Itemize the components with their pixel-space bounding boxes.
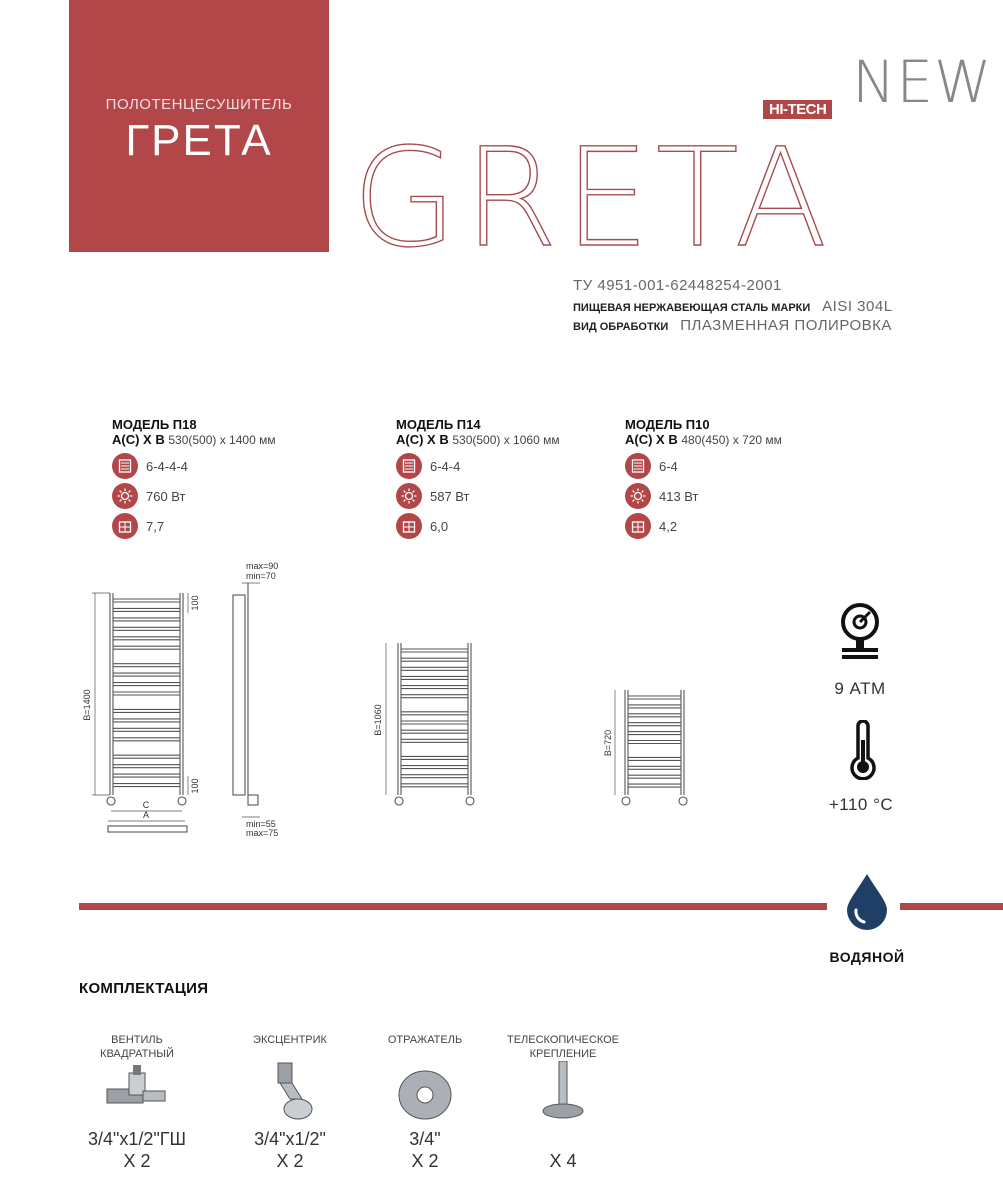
area-row: 4,2	[625, 511, 865, 541]
divider-left	[79, 903, 827, 910]
tu-line	[573, 277, 782, 294]
kit-item-telescopic-mount: ТЕЛЕСКОПИЧЕСКОЕ КРЕПЛЕНИЕ Х 4	[507, 1034, 619, 1171]
power-row: 587 Вт	[396, 481, 636, 511]
model-p14	[396, 417, 636, 541]
model-p18	[112, 417, 352, 541]
drawing-p18-front	[92, 593, 188, 832]
dim-100-bottom: 100	[190, 778, 200, 794]
area-row: 6,0	[396, 511, 636, 541]
sun-icon	[396, 483, 422, 509]
pressure-value: 9 АТМ	[834, 679, 886, 698]
product-type-label: ПОЛОТЕНЦЕСУШИТЕЛЬ	[105, 96, 293, 113]
sections-row: 6-4	[625, 451, 865, 481]
kit-title: КОМПЛЕКТАЦИЯ	[79, 980, 209, 997]
sections-icon	[625, 453, 651, 479]
dim-min70: min=70	[246, 571, 276, 581]
product-name-ru: ГРЕТА	[125, 116, 273, 165]
tu-value: ТУ 4951-001-62448254-2001	[573, 277, 782, 294]
pressure-gauge-icon	[836, 600, 884, 660]
steel-line	[573, 298, 893, 315]
telescopic-mount-icon	[523, 1061, 603, 1123]
model-dimensions: А(С) Х В 530(500) х 1060 мм	[396, 432, 560, 447]
room-area-icon	[625, 513, 651, 539]
new-label: NEW	[852, 48, 993, 116]
room-area-icon	[112, 513, 138, 539]
temperature-value: +110 °C	[828, 795, 894, 814]
power-row: 413 Вт	[625, 481, 865, 511]
sections-row: 6-4-4	[396, 451, 636, 481]
kit-item-reflector: ОТРАЖАТЕЛЬ 3/4" Х 2	[360, 1033, 490, 1172]
brand-title: GRETA	[352, 120, 834, 278]
area-row: 7,7	[112, 511, 352, 541]
room-area-icon	[396, 513, 422, 539]
model-dimensions: А(С) Х В 530(500) х 1400 мм	[112, 432, 276, 447]
eccentric-icon	[250, 1061, 330, 1123]
finish-label: ВИД ОБРАБОТКИ	[573, 321, 669, 333]
power-row: 760 Вт	[112, 481, 352, 511]
kit-item-eccentric: ЭКСЦЕНТРИК 3/4"х1/2" Х 2	[225, 1033, 355, 1172]
sections-icon	[112, 453, 138, 479]
dim-b720: B=720	[603, 729, 613, 757]
divider-right	[900, 903, 1003, 910]
dim-max90: max=90	[246, 561, 279, 571]
model-p10	[625, 417, 865, 541]
finish-value: ПЛАЗМЕННАЯ ПОЛИРОВКА	[680, 317, 892, 334]
steel-value: AISI 304L	[822, 298, 893, 315]
sections-row: 6-4-4-4	[112, 451, 352, 481]
heater-type-label: ВОДЯНОЙ	[829, 949, 905, 965]
water-drop-icon	[842, 872, 892, 930]
hitech-badge: HI-TECH	[763, 100, 832, 119]
dim-100-top: 100	[190, 595, 200, 611]
model-title: МОДЕЛЬ П18	[112, 417, 197, 432]
steel-label: ПИЩЕВАЯ НЕРЖАВЕЮЩАЯ СТАЛЬ МАРКИ	[573, 302, 811, 314]
model-dimensions: А(С) Х В 480(450) х 720 мм	[625, 432, 782, 447]
dim-min55: min=55	[246, 819, 276, 829]
kit-item-valve: ВЕНТИЛЬ КВАДРАТНЫЙ 3/4"х1/2"ГШ Х 2	[87, 1034, 187, 1171]
dim-a: A	[142, 810, 150, 820]
reflector-icon	[385, 1061, 465, 1123]
dim-c: C	[142, 800, 150, 810]
drawing-p14	[386, 643, 474, 805]
sun-icon	[625, 483, 651, 509]
model-title: МОДЕЛЬ П14	[396, 417, 481, 432]
dim-max75: max=75	[246, 828, 279, 838]
square-valve-icon	[97, 1061, 177, 1123]
model-title: МОДЕЛЬ П10	[625, 417, 710, 432]
technical-drawings	[70, 555, 710, 855]
sections-icon	[396, 453, 422, 479]
dim-b1060: B=1060	[373, 704, 383, 736]
finish-line	[573, 317, 892, 334]
title-block	[69, 0, 329, 252]
dim-b1400: B=1400	[82, 689, 92, 721]
drawing-p10	[615, 690, 687, 805]
sun-icon	[112, 483, 138, 509]
thermometer-icon	[849, 720, 877, 780]
drawing-p18-side	[233, 583, 260, 817]
